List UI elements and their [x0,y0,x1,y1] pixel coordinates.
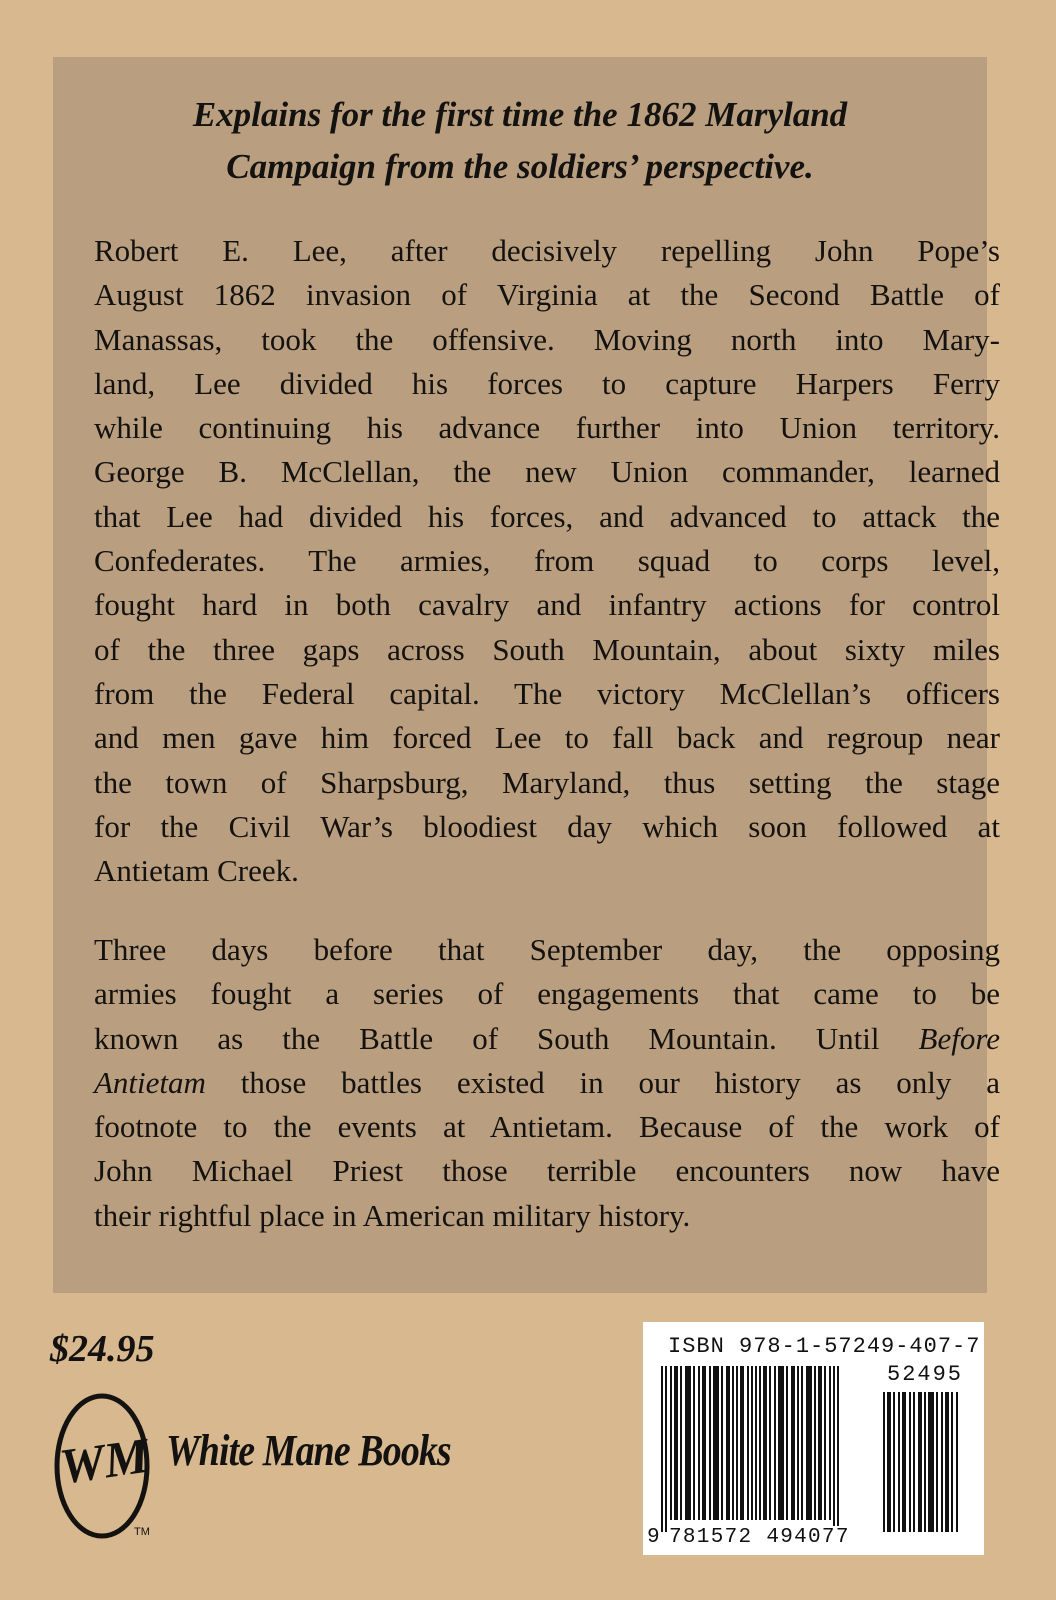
barcode-stripe [824,1366,826,1520]
barcode-stripe [928,1392,934,1532]
tagline-line: Explains for the first time the 1862 Maryland [192,95,848,134]
barcode-stripe [801,1366,803,1520]
barcode-stripe [778,1366,784,1520]
barcode-stripe [763,1366,767,1520]
text-line: the town of Sharpsburg, Maryland, thus setting the stage [94,764,1000,800]
text-line: Robert E. Lee, after decisively repelling John Pope’s [94,233,1000,268]
trademark-mark: TM [134,1526,150,1538]
barcode-stripe [951,1392,953,1532]
publisher-name: White Mane Books [166,1426,451,1475]
description-paragraph [94,229,1000,893]
barcode-stripe [941,1392,943,1532]
text-fragment: known as the Battle of South Mountain. Until [94,1020,880,1056]
text-line: that Lee had divided his forces, and advanced to attack the [94,498,1000,534]
barcode-stripe [837,1366,839,1532]
text-line: of the three gaps across South Mountain, about sixty miles [94,631,1000,667]
text-line: Three days before that September day, the opposing [94,932,1000,967]
barcode-stripe [806,1366,812,1520]
barcode-stripe [736,1366,738,1520]
barcode-stripe [755,1366,757,1520]
text-line [94,1017,1000,1061]
barcode-stripe [797,1366,799,1520]
description-paragraph [94,928,1000,1238]
barcode-stripe [909,1392,911,1532]
barcode-stripe [661,1366,663,1532]
barcode-stripe [685,1366,691,1520]
text-line: and men gave him forced Lee to fall back and regroup near [94,720,1000,756]
text-line: from the Federal capital. The victory McClellan’s officers [94,675,1000,711]
ean-digits: 781572 494077 [669,1526,850,1549]
barcode-stripe [956,1392,958,1532]
logo-monogram: WM [56,1426,152,1495]
text-fragment: those battles existed in our history as only a [240,1064,1000,1100]
barcode-stripe [751,1366,753,1520]
barcode-stripe [924,1392,926,1532]
text-line: while continuing his advance further into Union territory. [94,410,1000,446]
barcode-stripe [902,1392,906,1532]
barcode-stripe [732,1366,734,1520]
text-line: fought hard in both cavalry and infantry actions for control [94,587,1000,623]
text-line: land, Lee divided his forces to capture Harpers Ferry [94,365,1000,401]
text-line: for the Civil War’s bloodiest day which soon followed at [94,808,1000,844]
text-line: Manassas, took the offensive. Moving north into Mary- [94,321,1000,357]
text-line: footnote to the events at Antietam. Because of the work of [94,1109,1000,1145]
barcode-stripe [883,1392,885,1532]
barcode-stripe [913,1392,915,1532]
book-title-fragment: Before [918,1020,1000,1056]
isbn-label: ISBN 978-1-57249-407-7 [668,1334,981,1359]
barcode-stripe [791,1366,795,1520]
text-line: Antietam Creek. [94,853,299,889]
barcode-stripe [670,1366,672,1520]
barcode-stripe [759,1366,761,1520]
barcode-stripe [769,1366,771,1520]
barcode-stripe [709,1366,711,1520]
barcode-stripe [887,1392,891,1532]
publisher-logo [52,1392,152,1540]
isbn-barcode [643,1322,984,1555]
tagline [53,89,987,193]
barcode-stripe [774,1366,776,1520]
barcode-stripe [693,1366,695,1520]
blurb-panel [53,57,1000,1293]
text-line: Confederates. The armies, from squad to corps level, [94,543,1000,579]
barcode-stripe [698,1366,700,1520]
barcode-stripe [702,1366,706,1520]
barcode-stripe [936,1392,938,1532]
price: $24.95 [50,1328,155,1370]
barcode-stripe [747,1366,749,1520]
barcode-stripe [665,1366,667,1532]
text-line: George B. McClellan, the new Union commander, learned [94,454,1000,490]
barcode-stripe [814,1366,816,1520]
barcode-stripe [893,1392,895,1532]
barcode-stripe [818,1366,822,1520]
barcode-stripe [786,1366,788,1520]
price-addon-digits: 52495 [887,1362,964,1387]
barcode-stripe [833,1366,835,1532]
barcode-bars [661,1366,876,1532]
barcode-stripe [740,1366,744,1520]
text-line: John Michael Priest those terrible encounters now have [94,1153,1000,1189]
barcode-stripe [674,1366,678,1520]
tagline-line: Campaign from the soldiers’ perspective. [226,147,814,186]
text-line: armies fought a series of engagements that came to be [94,976,1000,1012]
barcode-stripe [918,1392,922,1532]
barcode-stripe [829,1366,831,1520]
barcode-stripe [713,1366,719,1520]
barcode-stripe [945,1392,949,1532]
barcode-stripe [898,1392,900,1532]
ean-first-digit: 9 [647,1526,660,1549]
barcode-stripe [721,1366,723,1520]
barcode-stripe [726,1366,730,1520]
barcode-stripe [680,1366,682,1520]
text-line: August 1862 invasion of Virginia at the Second Battle of [94,277,1000,313]
text-line: their rightful place in American military history. [94,1197,691,1233]
addon-barcode-bars [883,1392,969,1532]
book-title-fragment: Antietam [94,1064,206,1100]
text-line [94,1061,1000,1105]
